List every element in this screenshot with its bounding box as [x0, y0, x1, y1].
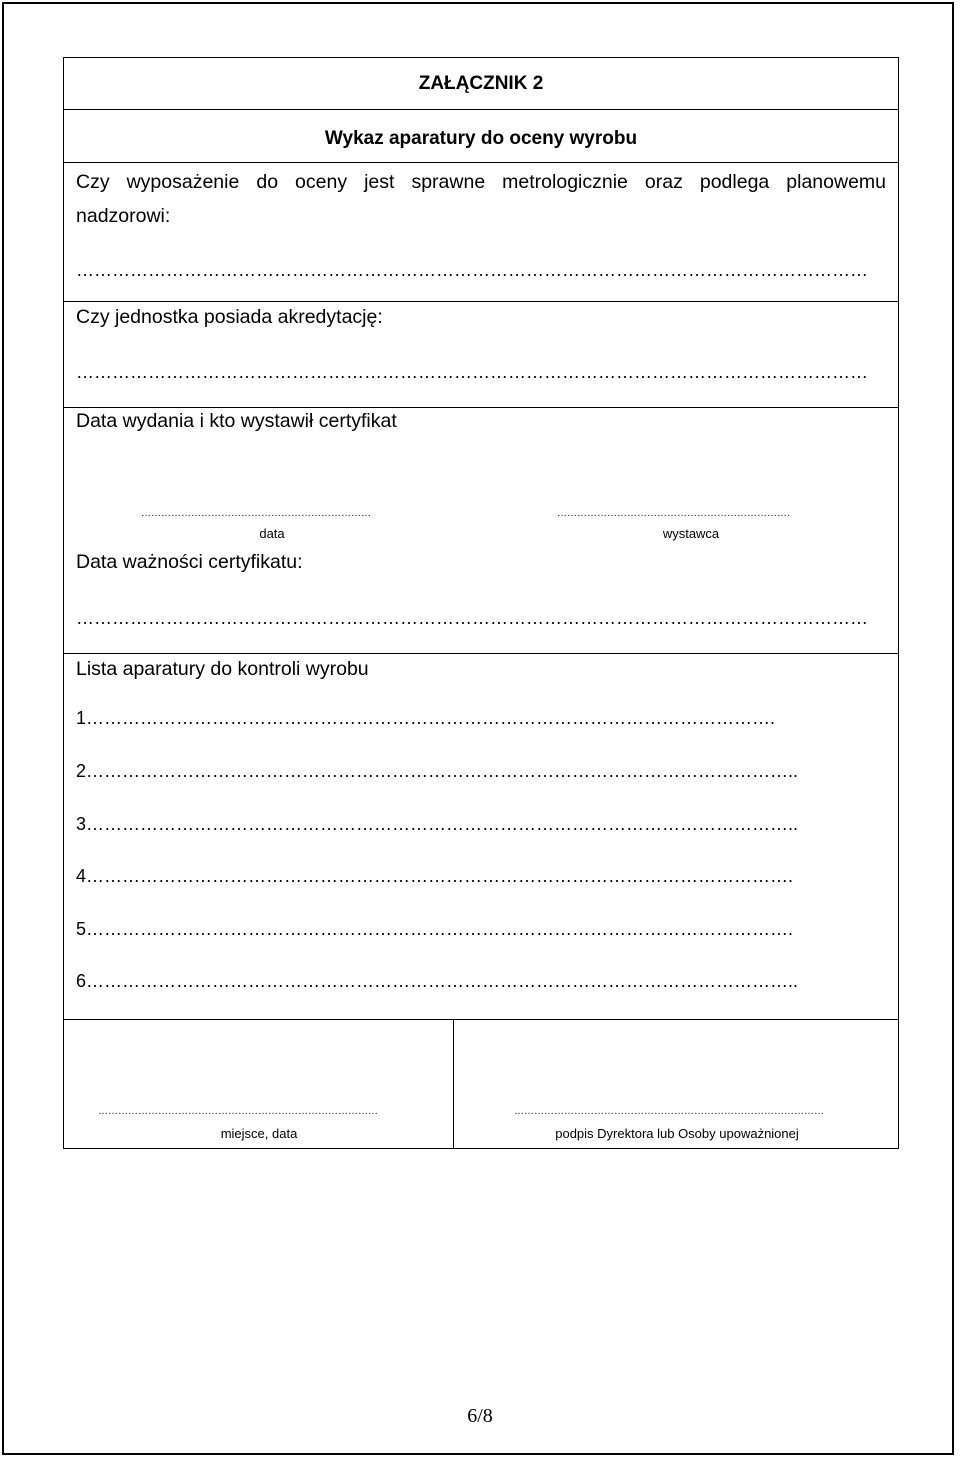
attachment-form	[63, 57, 899, 1149]
equipment-list-heading: Lista aparatury do kontroli wyrobu	[76, 658, 369, 680]
certificate-row	[64, 408, 898, 654]
equipment-item-4[interactable]: 4……………………………………………………………………………………………………….	[76, 866, 794, 886]
form-subtitle: Wykaz aparatury do oceny wyrobu	[324, 128, 638, 149]
metrology-answer-field[interactable]: ……………………………………………………………………………………………………………………	[76, 260, 868, 280]
director-signature-cell	[454, 1020, 898, 1148]
place-date-label: miejsce, data	[220, 1126, 298, 1141]
certificate-issuer-label: wystawca	[662, 526, 720, 541]
signature-row	[64, 1020, 898, 1148]
equipment-item-5[interactable]: 5……………………………………………………………………………………………………….	[76, 919, 794, 939]
director-signature-label: podpis Dyrektora lub Osoby upoważnionej	[555, 1126, 799, 1141]
form-title-row	[64, 58, 898, 110]
certificate-date-field[interactable]: ……………………………………………………………	[141, 508, 371, 519]
certificate-validity-question: Data ważności certyfikatu:	[76, 551, 303, 573]
certificate-date-label: data	[259, 526, 285, 541]
metrology-question-row	[64, 163, 898, 302]
equipment-item-3[interactable]: 3………………………………………………………………………………………………………..	[76, 814, 799, 834]
accreditation-answer-field[interactable]: ……………………………………………………………………………………………………………………	[76, 362, 868, 382]
page-number: 6/8	[467, 1405, 493, 1427]
equipment-item-6[interactable]: 6………………………………………………………………………………………………………..	[76, 971, 799, 991]
form-title: ZAŁĄCZNIK 2	[418, 73, 544, 94]
place-date-cell	[64, 1020, 454, 1148]
place-date-field[interactable]: …………………………………………………………………………	[98, 1106, 378, 1117]
certificate-issue-question: Data wydania i kto wystawił certyfikat	[76, 410, 397, 432]
equipment-item-1[interactable]: 1…………………………………………………………………………………………………….	[76, 708, 776, 728]
metrology-question-line2: nadzorowi:	[76, 205, 171, 227]
accreditation-question-row	[64, 302, 898, 408]
form-subtitle-row	[64, 110, 898, 163]
director-signature-field[interactable]: …………………………………………………………………………………	[514, 1106, 824, 1117]
equipment-list-row	[64, 654, 898, 1020]
equipment-item-2[interactable]: 2………………………………………………………………………………………………………..	[76, 761, 799, 781]
certificate-validity-field[interactable]: ……………………………………………………………………………………………………………………	[76, 608, 868, 628]
accreditation-question: Czy jednostka posiada akredytację:	[76, 306, 383, 328]
metrology-question-line1: Czy wyposażenie do oceny jest sprawne metrologicznie oraz podlega planowemu	[76, 171, 886, 193]
certificate-issuer-field[interactable]: …………………………………………………………….	[557, 508, 790, 519]
